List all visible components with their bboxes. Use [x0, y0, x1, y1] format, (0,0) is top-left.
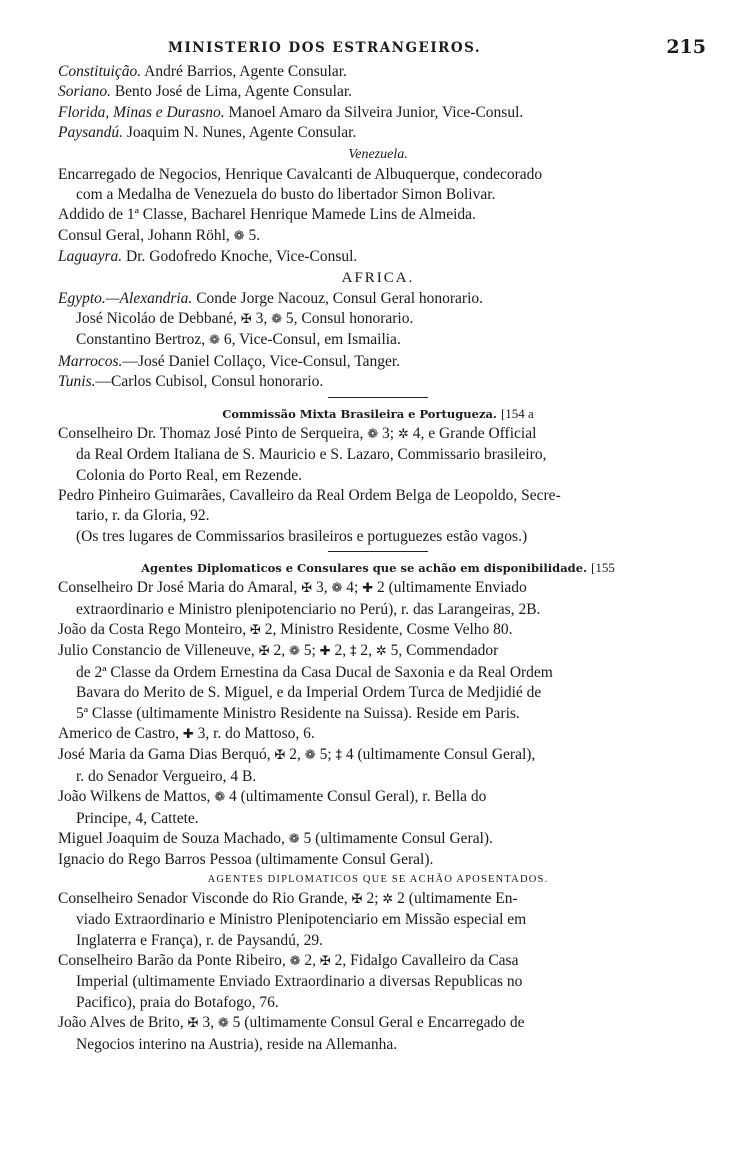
entry-line: com a Medalha de Venezuela do busto do libertador Simon Bolivar.: [76, 186, 496, 204]
section-heading: AGENTES DIPLOMATICOS QUE SE ACHÃO APOSENTADOS.: [207, 873, 549, 885]
entry-line: Egypto.—Alexandria. Conde Jorge Nacouz, Consul Geral honorario.: [58, 289, 484, 307]
entry-line: João Alves de Brito, ✠ 3, ❁ 5 (ultimamente Consul Geral e Encarregado de: [58, 1014, 525, 1032]
entry-line: de 2ª Classe da Ordem Ernestina da Casa Ducal de Saxonia e da Real Ordem: [76, 663, 553, 681]
entry-line: José Nicoláo de Debbané, ✠ 3, ❁ 5, Consul honorario.: [76, 310, 414, 328]
entry-line: Julio Constancio de Villeneuve, ✠ 2, ❁ 5; ✚ 2, ‡ 2, ✲ 5, Commendador: [58, 642, 499, 660]
rose-order-icon: ❁: [288, 832, 300, 847]
entry-line: Soriano. Bento José de Lima, Agente Consular.: [58, 83, 353, 101]
entry-line: Constantino Bertroz, ❁ 6, Vice-Consul, em Ismailia.: [76, 331, 401, 349]
entry-line: r. do Senador Vergueiro, 4 B.: [76, 767, 257, 785]
entry-line: Principe, 4, Cattete.: [76, 809, 199, 827]
plus-order-icon: ✚: [182, 726, 194, 742]
book-page: [58, 36, 706, 1055]
entry-line: Miguel Joaquim de Souza Machado, ❁ 5 (ultimamente Consul Geral).: [58, 830, 493, 847]
entry-line: João da Costa Rego Monteiro, ✠ 2, Ministro Residente, Cosme Velho 80.: [58, 620, 513, 638]
section-disponibilidade: [58, 558, 698, 871]
entry-line: Tunis.—Carlos Cubisol, Consul honorario.: [58, 373, 324, 391]
rose-order-icon: ❁: [214, 790, 226, 806]
entry-line: (Os tres lugares de Commissarios brasileiros e portuguezes estão vagos.): [76, 527, 528, 545]
rose-order-icon: ❁: [271, 312, 283, 328]
rose-order-icon: ❁: [289, 954, 301, 970]
entry-line: Marrocos.—José Daniel Collaço, Vice-Consul, Tanger.: [58, 352, 401, 370]
entry-line: Encarregado de Negocios, Henrique Cavalcanti de Albuquerque, condecorado: [58, 165, 543, 183]
entry-line: Paysandú. Joaquim N. Nunes, Agente Consular.: [58, 124, 357, 142]
rose-order-icon: ❁: [288, 644, 300, 660]
cross-order-icon: ✠: [258, 644, 270, 660]
section-venezuela: [58, 144, 698, 268]
entry-line: Bavara do Merito de S. Miguel, e da Imperial Ordem Turca de Medjidié de: [76, 684, 542, 702]
dagger-order-icon: ‡: [335, 748, 343, 764]
plus-order-icon: ✚: [319, 644, 331, 660]
block-uruguay-agents: [58, 62, 698, 144]
rose-order-icon: ❁: [367, 426, 379, 442]
divider-rule: [328, 397, 428, 398]
cross-order-icon: ✠: [250, 622, 261, 638]
entry-line: da Real Ordem Italiana de S. Mauricio e S. Lazaro, Commissario brasileiro,: [76, 446, 547, 464]
entry-line: João Wilkens de Mattos, ❁ 4 (ultimamente Consul Geral), r. Bella do: [58, 788, 487, 806]
entry-line: Laguayra. Dr. Godofredo Knoche, Vice-Consul.: [58, 248, 358, 266]
section-heading: AFRICA.: [341, 269, 415, 286]
entry-line: Pedro Pinheiro Guimarães, Cavalleiro da Real Ordem Belga de Leopoldo, Secre-: [58, 486, 561, 504]
entry-line: Consul Geral, Johann Röhl, ❁ 5.: [58, 226, 261, 244]
entry-line: Americo de Castro, ✚ 3, r. do Mattoso, 6.: [58, 724, 315, 742]
rose-order-icon: ❁: [217, 1016, 229, 1032]
entry-line: Conselheiro Dr José Maria do Amaral, ✠ 3, ❁ 4; ✚ 2 (ultimamente Enviado: [58, 579, 527, 597]
cross-order-icon: ✠: [319, 954, 331, 970]
star-order-icon: ✲: [397, 426, 409, 442]
rose-order-icon: ❁: [304, 748, 316, 764]
section-aposentados: [58, 871, 698, 1055]
section-africa: [58, 268, 698, 393]
entry-line: 5ª Classe (ultimamente Ministro Residente na Suissa). Reside em Paris.: [76, 704, 520, 722]
entry-line: Conselheiro Dr. Thomaz José Pinto de Serqueira, ❁ 3; ✲ 4, e Grande Official: [58, 424, 537, 442]
page-title: MINISTERIO DOS ESTRANGEIROS.: [168, 40, 482, 56]
entry-line: extraordinario e Ministro plenipotenciario no Perú), r. das Larangeiras, 2B.: [76, 600, 541, 618]
entry-line: Pacifico), praia do Botafogo, 76.: [76, 993, 279, 1011]
entry-line: Inglaterra e França), r. de Paysandú, 29.: [76, 931, 324, 949]
star-order-icon: ✲: [382, 891, 394, 907]
running-head: [58, 36, 706, 62]
section-heading: Commissão Mixta Brasileira e Portugueza. [154 a: [222, 405, 534, 421]
rose-order-icon: ❁: [331, 581, 343, 597]
rose-order-icon: ❁: [209, 333, 220, 349]
plus-order-icon: ✚: [362, 581, 374, 597]
star-order-icon: ✲: [375, 644, 387, 660]
cross-order-icon: ✠: [274, 748, 286, 764]
entry-line: Constituição. André Barrios, Agente Consular.: [58, 63, 347, 80]
page-number: 215: [666, 36, 706, 58]
entry-line: Imperial (ultimamente Enviado Extraordinario a diversas Republicas no: [76, 973, 523, 991]
section-heading: Agentes Diplomaticos e Consulares que se achão em disponibilidade. [155: [141, 560, 615, 576]
section-heading: Venezuela.: [348, 146, 408, 162]
divider-rule: [328, 551, 428, 552]
cross-order-icon: ✠: [240, 312, 252, 328]
entry-line: Conselheiro Barão da Ponte Ribeiro, ❁ 2, ✠ 2, Fidalgo Cavalleiro da Casa: [58, 952, 519, 970]
entry-line: Addido de 1ª Classe, Bacharel Henrique Mamede Lins de Almeida.: [58, 206, 476, 224]
cross-order-icon: ✠: [301, 581, 313, 597]
cross-order-icon: ✠: [187, 1016, 199, 1032]
dagger-order-icon: ‡: [349, 644, 357, 660]
rose-order-icon: ❁: [233, 228, 245, 244]
entry-line: José Maria da Gama Dias Berquó, ✠ 2, ❁ 5; ‡ 4 (ultimamente Consul Geral),: [58, 746, 536, 764]
entry-line: Negocios interino na Austria), reside na Allemanha.: [76, 1035, 398, 1053]
cross-order-icon: ✠: [351, 891, 363, 907]
entry-line: Conselheiro Senador Visconde do Rio Grande, ✠ 2; ✲ 2 (ultimamente En-: [58, 889, 518, 907]
entry-line: Ignacio do Rego Barros Pessoa (ultimamente Consul Geral).: [58, 851, 434, 869]
entry-line: tario, r. da Gloria, 92.: [76, 507, 210, 525]
section-commissao-mixta: [58, 404, 698, 547]
entry-line: Florida, Minas e Durasno. Manoel Amaro da Silveira Junior, Vice-Consul.: [58, 103, 524, 121]
entry-line: Colonia do Porto Real, em Rezende.: [76, 466, 302, 484]
entry-line: viado Extraordinario e Ministro Plenipotenciario em Missão especial em: [76, 911, 527, 929]
